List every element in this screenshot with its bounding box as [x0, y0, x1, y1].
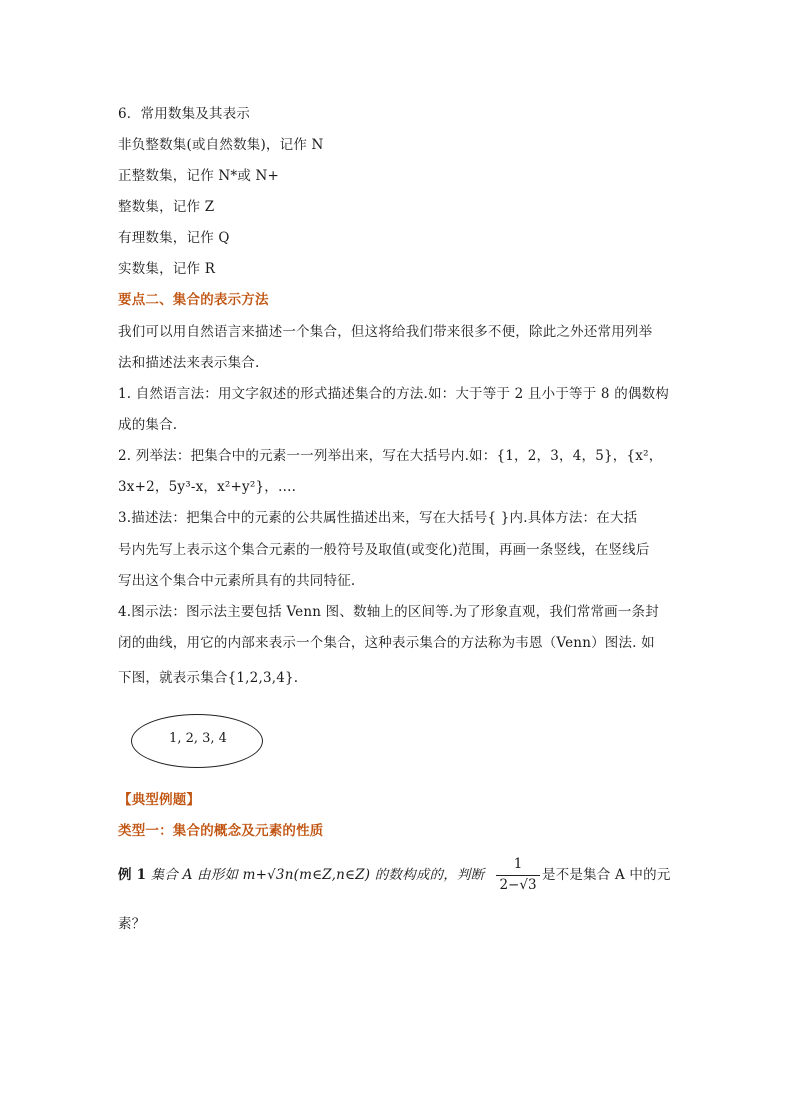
- examples-title: 【典型例题】: [118, 792, 201, 808]
- paragraph-line: 闭的曲线，用它的内部来表示一个集合，这种表示集合的方法称为韦恩（Venn）图法. 如: [118, 635, 655, 651]
- section-heading: 要点二、集合的表示方法: [118, 292, 269, 308]
- example-text-continued: 是不是集合 A 中的元: [542, 867, 671, 883]
- paragraph-line: 写出这个集合中元素所具有的共同特征.: [118, 573, 356, 589]
- example-1-line: [118, 865, 484, 885]
- paragraph-line: 2. 列举法：把集合中的元素一一列举出来，写在大括号内.如：{1，2，3，4，5}，{x²，: [118, 448, 663, 464]
- section-number-title: 6．常用数集及其表示: [118, 106, 251, 122]
- paragraph-line: 法和描述法来表示集合.: [118, 355, 260, 371]
- example-text-end: 素？: [118, 916, 146, 932]
- paragraph-line: 号内先写上表示这个集合元素的一般符号及取值(或变化)范围，再画一条竖线，在竖线后: [118, 542, 650, 558]
- text-line: 正整数集，记作 N*或 N+: [118, 168, 280, 184]
- example-text: 集合 A 由形如 m+√3n(m∈Z,n∈Z) 的数构成的，判断: [146, 867, 485, 883]
- paragraph-line: 成的集合.: [118, 417, 178, 433]
- paragraph-line: 3.描述法：把集合中的元素的公共属性描述出来，写在大括号{ }内.具体方法：在大括: [118, 510, 638, 526]
- paragraph-line: 3x+2，5y³-x，x²+y²}，….: [118, 479, 297, 495]
- paragraph-line: 4.图示法：图示法主要包括 Venn 图、数轴上的区间等.为了形象直观，我们常常画一条封: [118, 604, 659, 620]
- example-label: 例 1: [118, 867, 147, 883]
- type-heading: 类型一：集合的概念及元素的性质: [118, 823, 324, 839]
- fraction-denominator: 2−√3: [499, 877, 537, 893]
- text-line: 整数集，记作 Z: [118, 199, 215, 215]
- paragraph-line: 下图，就表示集合{1,2,3,4}.: [118, 670, 299, 686]
- paragraph-line: 1. 自然语言法：用文字叙述的形式描述集合的方法.如：大于等于 2 且小于等于 8 的偶数构: [118, 386, 670, 402]
- text-line: 实数集，记作 R: [118, 261, 216, 277]
- paragraph-line: 我们可以用自然语言来描述一个集合，但这将给我们带来很多不便，除此之外还常用列举: [118, 324, 653, 340]
- fraction-numerator: 1: [513, 856, 523, 872]
- fraction-bar: [496, 875, 540, 876]
- venn-label: 1, 2, 3, 4: [169, 731, 227, 746]
- text-line: 有理数集，记作 Q: [118, 230, 230, 246]
- venn-diagram: [131, 714, 263, 768]
- fraction: [496, 856, 540, 895]
- text-line: 非负整数集(或自然数集)，记作 N: [118, 137, 324, 153]
